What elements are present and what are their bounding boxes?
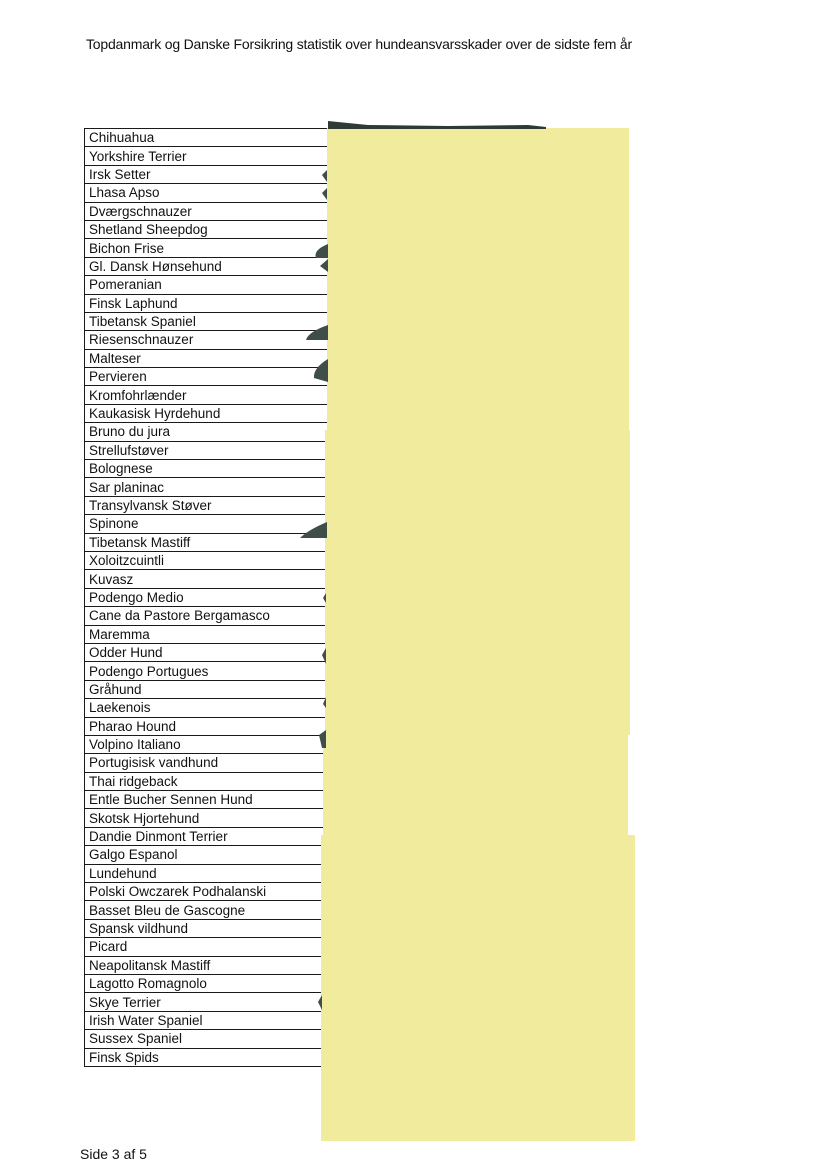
breed-name-cell: Xoloitzcuintli: [85, 551, 328, 569]
table-row: [85, 864, 328, 882]
breed-name-cell: Portugisisk vandhund: [85, 754, 328, 772]
breed-name-cell: Gråhund: [85, 680, 328, 698]
table-row: [85, 478, 328, 496]
table-row: [85, 331, 328, 349]
table-row: [85, 588, 328, 606]
table-row: [85, 441, 328, 459]
table-row: [85, 220, 328, 238]
table-row: [85, 515, 328, 533]
breed-name-cell: Malteser: [85, 349, 328, 367]
table-row: [85, 496, 328, 514]
breed-name-cell: Galgo Espanol: [85, 846, 328, 864]
breed-name-cell: Podengo Medio: [85, 588, 328, 606]
table-row: [85, 625, 328, 643]
breed-name-cell: Cane da Pastore Bergamasco: [85, 607, 328, 625]
table-row: [85, 312, 328, 330]
table-row: [85, 202, 328, 220]
table-row: [85, 735, 328, 753]
table-row: [85, 147, 328, 165]
breed-name-cell: Pharao Hound: [85, 717, 328, 735]
breed-name-cell: Odder Hund: [85, 643, 328, 661]
table-row: [85, 129, 328, 147]
breed-name-cell: Irsk Setter: [85, 165, 328, 183]
table-row: [85, 460, 328, 478]
breed-name-cell: Bolognese: [85, 460, 328, 478]
breed-name-cell: Finsk Spids: [85, 1048, 328, 1066]
table-row: [85, 993, 328, 1011]
table-row: [85, 1011, 328, 1029]
breed-name-cell: Dværgschnauzer: [85, 202, 328, 220]
breed-name-cell: Picard: [85, 938, 328, 956]
table-row: [85, 974, 328, 992]
table-row: [85, 809, 328, 827]
table-row: [85, 772, 328, 790]
table-row: [85, 239, 328, 257]
breed-name-cell: Volpino Italiano: [85, 735, 328, 753]
sticky-note-cover-1: [327, 128, 629, 430]
breed-name-cell: Spinone: [85, 515, 328, 533]
table-row: [85, 368, 328, 386]
table-row: [85, 956, 328, 974]
table-row: [85, 827, 328, 845]
table-row: [85, 1030, 328, 1048]
table-row: [85, 846, 328, 864]
breed-table: [84, 128, 328, 1067]
breed-name-cell: Sar planinac: [85, 478, 328, 496]
breed-name-cell: Bichon Frise: [85, 239, 328, 257]
breed-name-cell: Maremma: [85, 625, 328, 643]
breed-name-cell: Gl. Dansk Hønsehund: [85, 257, 328, 275]
tape-edge-mark: [328, 119, 548, 129]
table-row: [85, 754, 328, 772]
table-row: [85, 1048, 328, 1066]
table-row: [85, 349, 328, 367]
breed-name-cell: Riesenschnauzer: [85, 331, 328, 349]
breed-name-cell: Spansk vildhund: [85, 919, 328, 937]
breed-name-cell: Strellufstøver: [85, 441, 328, 459]
breed-name-cell: Dandie Dinmont Terrier: [85, 827, 328, 845]
breed-name-cell: Kaukasisk Hyrdehund: [85, 404, 328, 422]
table-row: [85, 551, 328, 569]
table-row: [85, 919, 328, 937]
table-row: [85, 165, 328, 183]
table-row: [85, 294, 328, 312]
breed-name-cell: Tibetansk Spaniel: [85, 312, 328, 330]
breed-name-cell: Irish Water Spaniel: [85, 1011, 328, 1029]
breed-name-cell: Sussex Spaniel: [85, 1030, 328, 1048]
table-row: [85, 883, 328, 901]
breed-name-cell: Podengo Portugues: [85, 662, 328, 680]
table-row: [85, 533, 328, 551]
page-footer: Side 3 af 5: [80, 1146, 147, 1162]
breed-name-cell: Laekenois: [85, 699, 328, 717]
sticky-note-cover-2: [325, 430, 630, 735]
breed-name-cell: Pomeranian: [85, 276, 328, 294]
breed-name-cell: Kuvasz: [85, 570, 328, 588]
table-row: [85, 423, 328, 441]
breed-name-cell: Shetland Sheepdog: [85, 220, 328, 238]
table-row: [85, 607, 328, 625]
table-row: [85, 184, 328, 202]
sticky-note-cover-3: [323, 733, 628, 837]
breed-name-cell: Basset Bleu de Gascogne: [85, 901, 328, 919]
breed-name-cell: Neapolitansk Mastiff: [85, 956, 328, 974]
table-row: [85, 791, 328, 809]
breed-name-cell: Lundehund: [85, 864, 328, 882]
breed-name-cell: Tibetansk Mastiff: [85, 533, 328, 551]
breed-name-cell: Kromfohrlænder: [85, 386, 328, 404]
table-row: [85, 680, 328, 698]
breed-name-cell: Finsk Laphund: [85, 294, 328, 312]
breed-name-cell: Yorkshire Terrier: [85, 147, 328, 165]
breed-name-cell: Skotsk Hjortehund: [85, 809, 328, 827]
breed-name-cell: Polski Owczarek Podhalanski: [85, 883, 328, 901]
breed-name-cell: Skye Terrier: [85, 993, 328, 1011]
table-row: [85, 404, 328, 422]
breed-name-cell: Pervieren: [85, 368, 328, 386]
breed-table-body: [85, 129, 328, 1067]
table-row: [85, 938, 328, 956]
table-row: [85, 662, 328, 680]
table-row: [85, 386, 328, 404]
breed-name-cell: Thai ridgeback: [85, 772, 328, 790]
breed-name-cell: Entle Bucher Sennen Hund: [85, 791, 328, 809]
breed-name-cell: Bruno du jura: [85, 423, 328, 441]
breed-name-cell: Lhasa Apso: [85, 184, 328, 202]
document-title: Topdanmark og Danske Forsikring statistik over hundeansvarsskader over de sidste fem år: [86, 36, 632, 52]
sticky-note-cover-4: [321, 835, 635, 1141]
table-row: [85, 699, 328, 717]
breed-name-cell: Chihuahua: [85, 129, 328, 147]
breed-name-cell: Transylvansk Støver: [85, 496, 328, 514]
table-row: [85, 276, 328, 294]
table-row: [85, 570, 328, 588]
table-row: [85, 901, 328, 919]
table-row: [85, 257, 328, 275]
table-row: [85, 717, 328, 735]
breed-name-cell: Lagotto Romagnolo: [85, 974, 328, 992]
table-row: [85, 643, 328, 661]
